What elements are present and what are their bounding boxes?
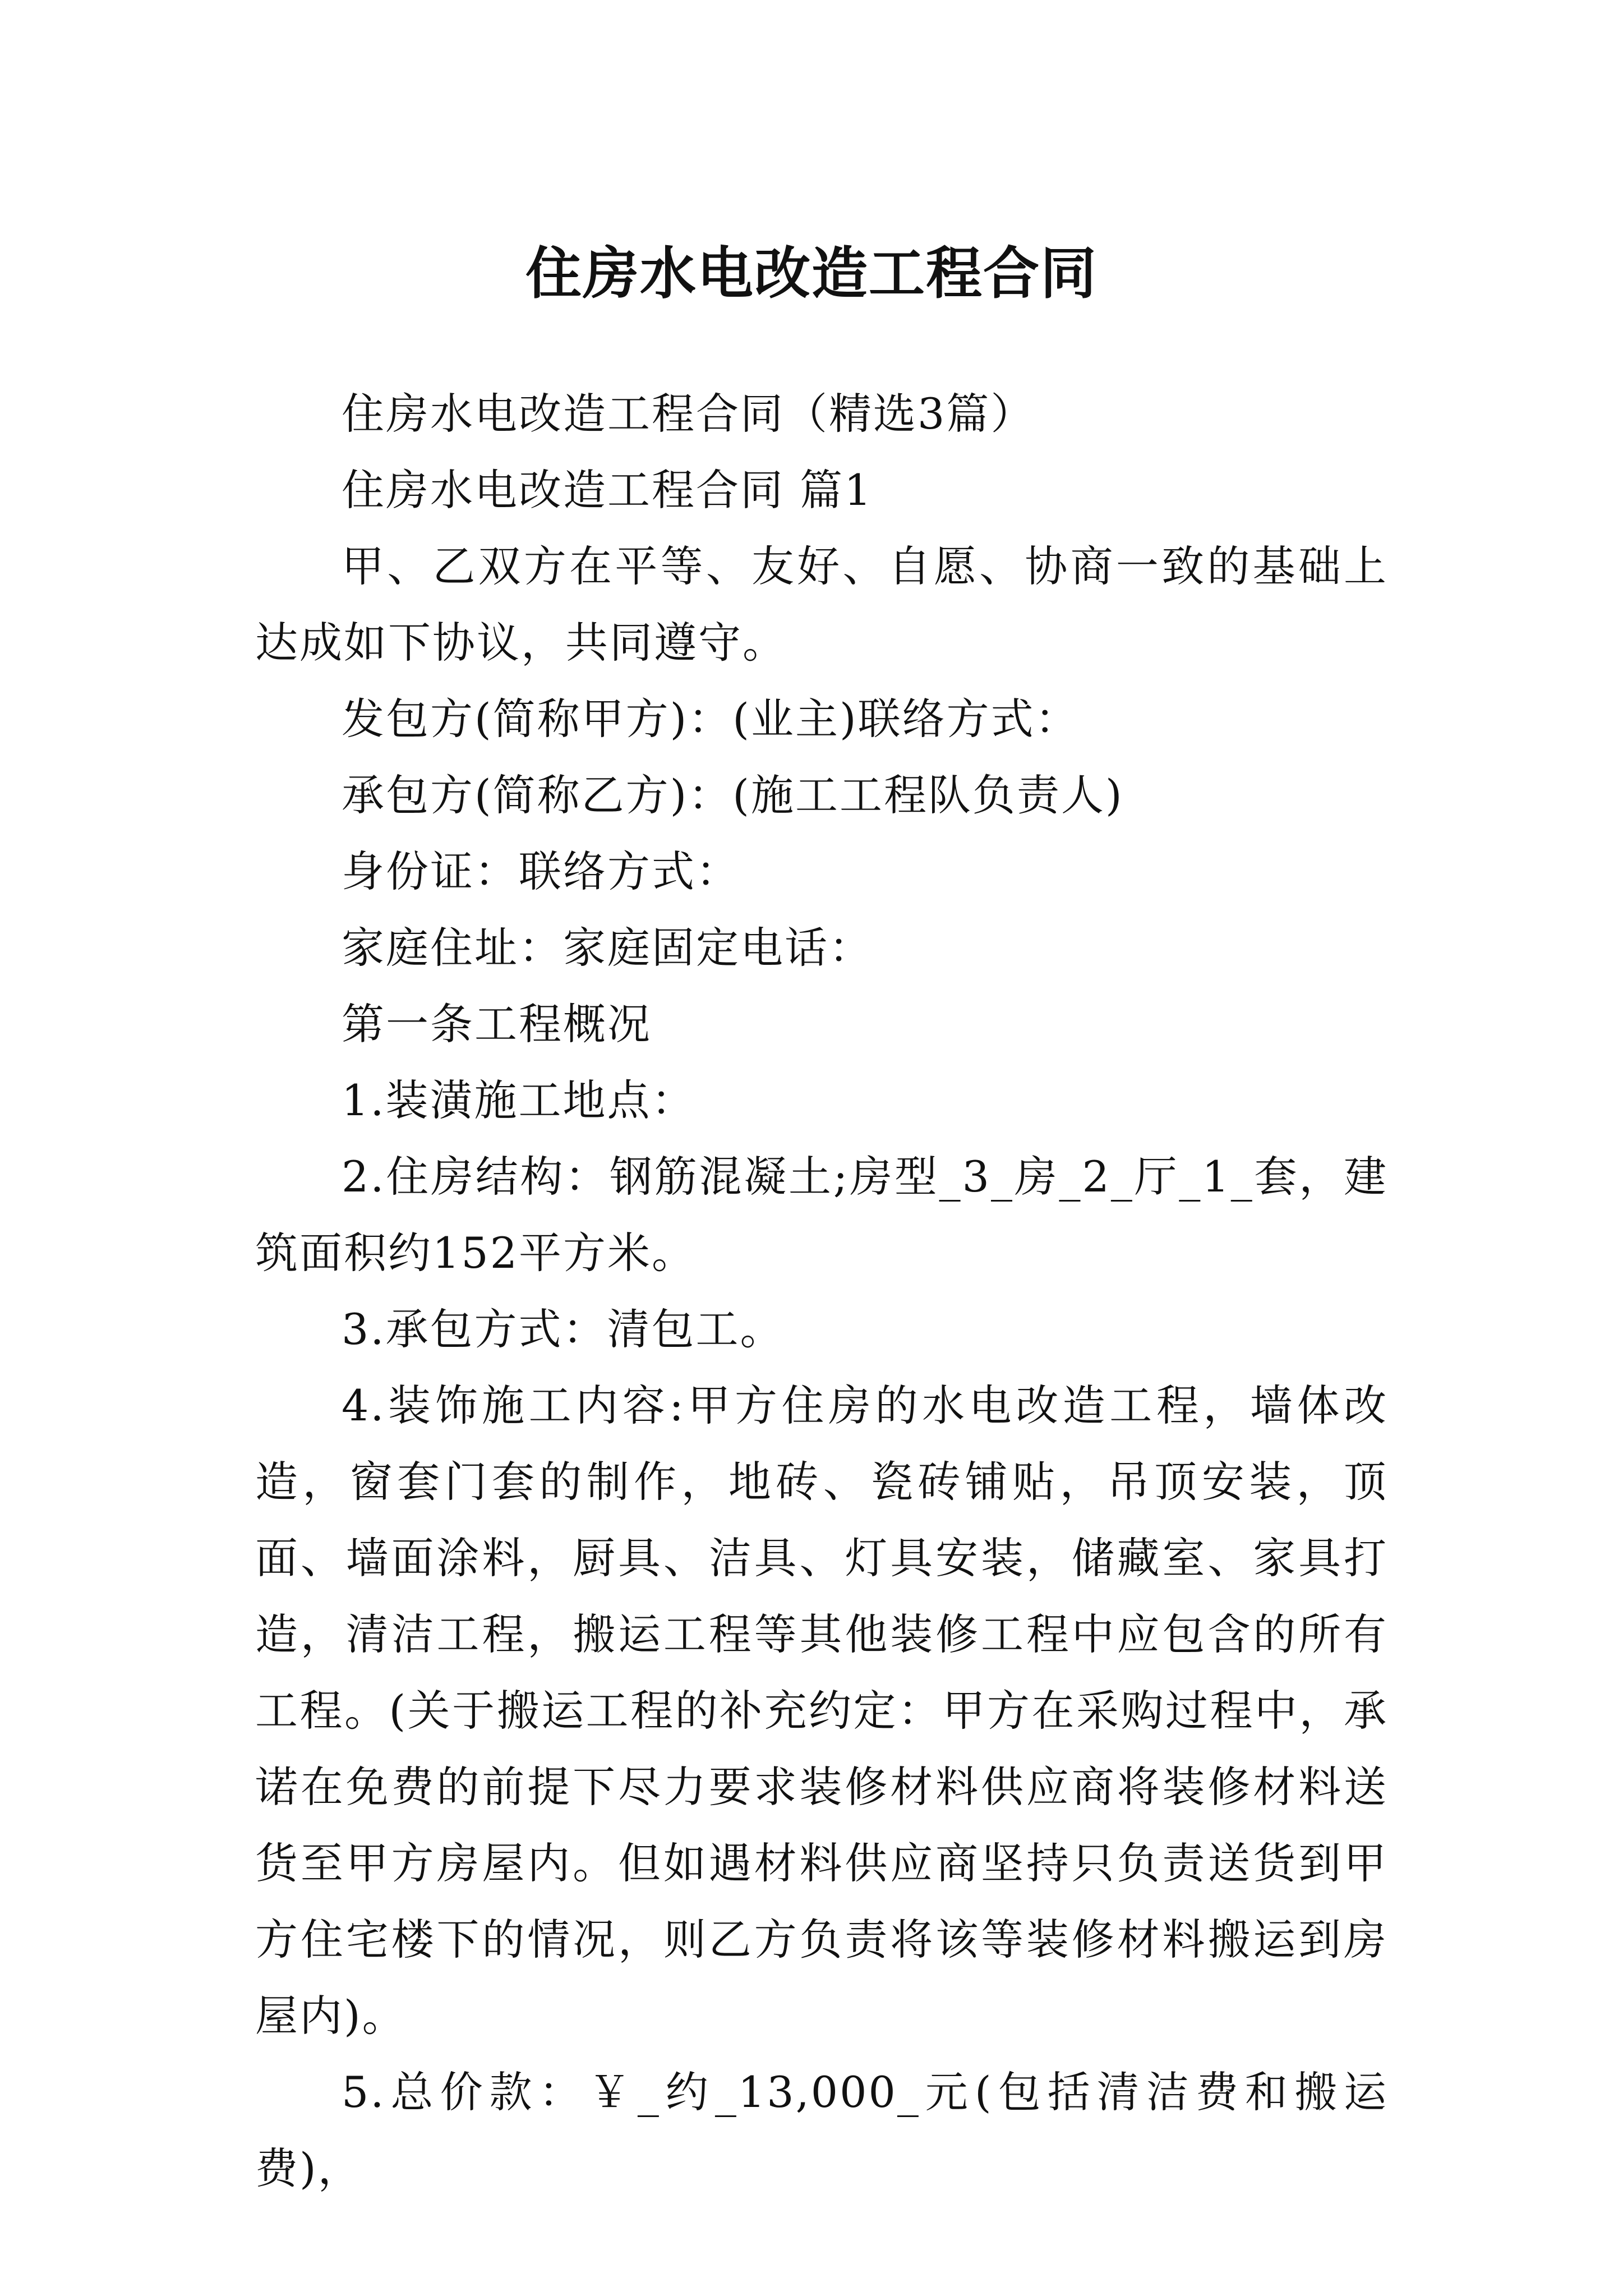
paragraph-item-total-price: 5.总价款：￥_约_13,000_元(包括清洁费和搬运费)， xyxy=(255,2067,1388,2193)
paragraph-party-b: 承包方(简称乙方)：(施工工程队负责人) xyxy=(342,770,1124,820)
paragraph-agreement-intro: 甲、乙双方在平等、友好、自愿、协商一致的基础上达成如下协议，共同遵守。 xyxy=(255,541,1388,668)
paragraph-article-one: 第一条工程概况 xyxy=(342,999,652,1049)
paragraph-id-contact: 身份证：联络方式： xyxy=(342,846,740,896)
paragraph-item-work-content: 4.装饰施工内容:甲方住房的水电改造工程，墙体改造，窗套门套的制作，地砖、瓷砖铺贴，吊顶安装，顶面、墙面涂料，厨具、洁具、灯具安装，储藏室、家具打造，清洁工程，搬运工程等其他装修工程中应包含的所有工程。(关于搬运工程的补充约定：甲方在采购过程中，承诺在免费的前提下尽力要求装修材料供应商将装修材料送货至甲方房屋内。但如遇材料供应商坚持只负责送货到甲方住宅楼下的情况，则乙方负责将该等装修材料搬运到房屋内)。 xyxy=(255,1381,1388,2041)
paragraph-item-location: 1.装潢施工地点： xyxy=(342,1075,696,1125)
document-body xyxy=(255,376,1388,2207)
paragraph-section-heading: 住房水电改造工程合同 篇1 xyxy=(342,465,873,515)
paragraph-party-a: 发包方(简称甲方)：(业主)联络方式： xyxy=(342,694,1080,744)
paragraph-address-phone: 家庭住址：家庭固定电话： xyxy=(342,923,873,973)
paragraph-collection-title: 住房水电改造工程合同（精选3篇） xyxy=(342,389,1035,439)
paragraph-item-contract-method: 3.承包方式：清包工。 xyxy=(342,1304,785,1354)
document-title: 住房水电改造工程合同 xyxy=(525,240,1098,306)
paragraph-item-structure: 2.住房结构：钢筋混凝土;房型_3_房_2_厅_1_套，建筑面积约152平方米。 xyxy=(255,1152,1388,1278)
